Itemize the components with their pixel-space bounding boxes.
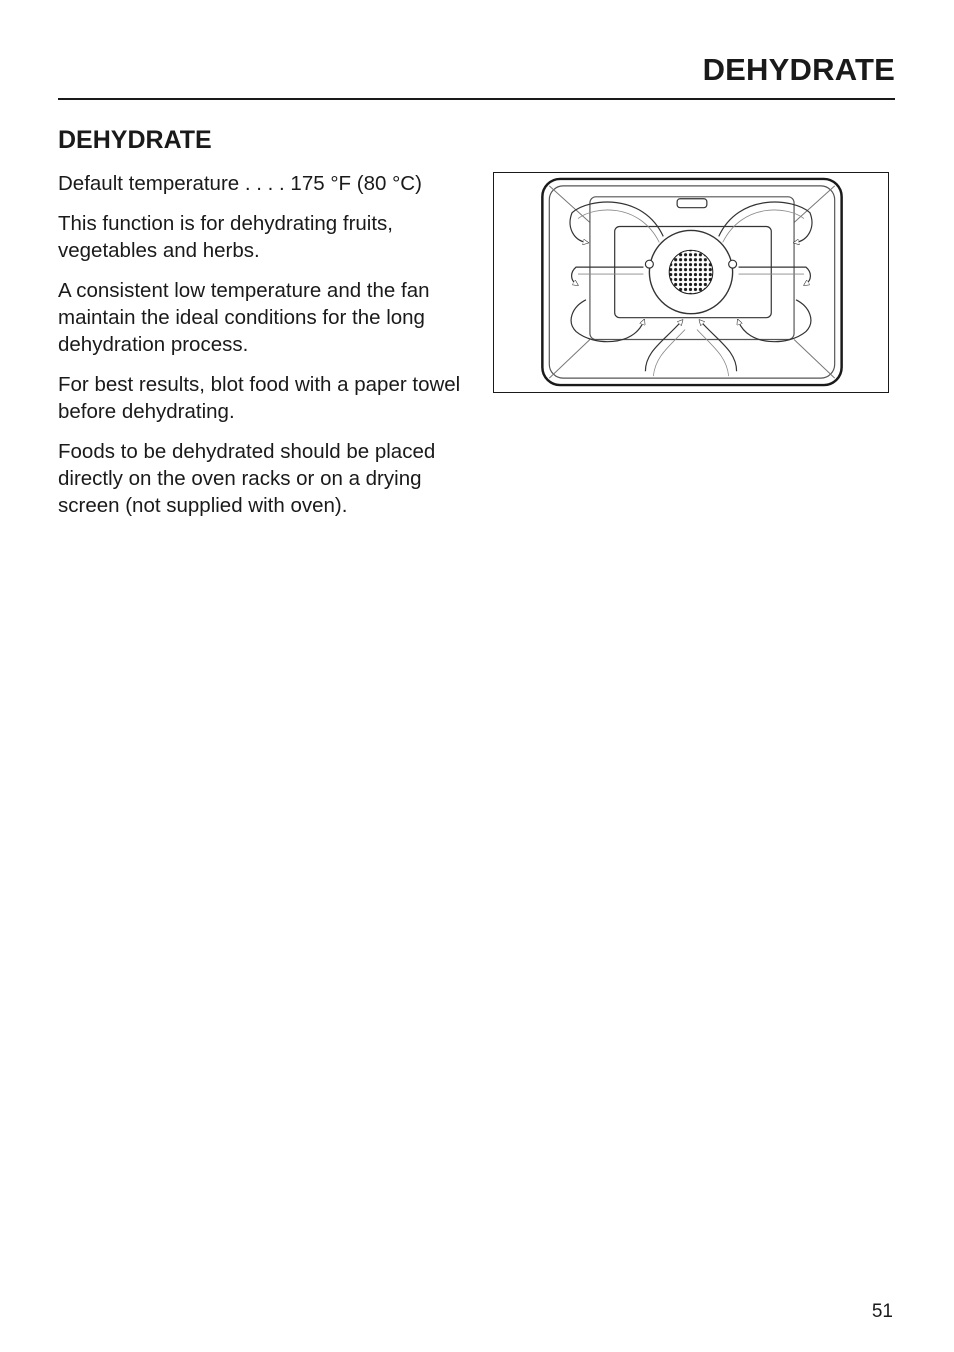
oven-airflow-figure: [493, 172, 889, 393]
section-heading: DEHYDRATE: [58, 126, 212, 154]
page-header: [58, 50, 895, 100]
paragraph-tip: For best results, blot food with a paper towel before dehydrating.: [58, 373, 461, 423]
paragraph-placement: Foods to be dehydrated should be placed directly on the oven racks or on a drying screen (not supplied with oven).: [58, 440, 436, 517]
default-temperature: Default temperature . . . . 175 °F (80 °C): [58, 172, 422, 195]
header-title: DEHYDRATE: [702, 52, 895, 87]
paragraph-conditions: A consistent low temperature and the fan maintain the ideal conditions for the long dehydration process.: [58, 279, 430, 356]
body-text: [58, 170, 478, 532]
page-number: 51: [871, 1301, 893, 1322]
oven-fan-airflow-icon: [494, 173, 888, 392]
paragraph-purpose: This function is for dehydrating fruits, vegetables and herbs.: [58, 212, 393, 262]
